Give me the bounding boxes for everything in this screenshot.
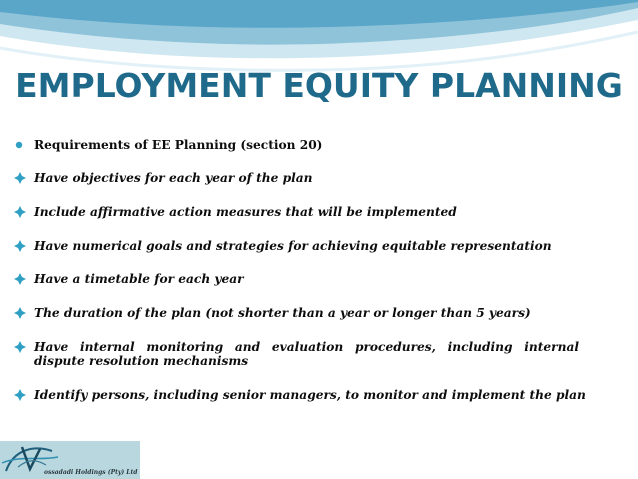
- bullet-text: Have objectives for each year of the plan: [34, 171, 313, 185]
- logo-company-name: ossadadi Holdings (Pty) Ltd: [44, 469, 138, 476]
- diamond-bullet-icon: [14, 239, 34, 253]
- company-logo: [0, 441, 140, 479]
- circle-bullet-icon: [14, 138, 34, 152]
- bullet-item-objectives: [14, 171, 614, 185]
- diamond-bullet-icon: [14, 388, 34, 402]
- bullet-text: Have internal monitoring and evaluation procedures, including internal dispute resolution mechanisms: [34, 340, 579, 368]
- bullet-item-identify-persons: [14, 388, 614, 402]
- bullet-item-requirements: [14, 138, 614, 152]
- diamond-bullet-icon: [14, 272, 34, 286]
- diamond-bullet-icon: [14, 171, 34, 185]
- bullet-item-timetable: [14, 272, 614, 286]
- bullet-item-duration: [14, 306, 614, 320]
- bullet-item-affirmative-action: [14, 205, 614, 219]
- bullet-text: Identify persons, including senior managers, to monitor and implement the plan: [34, 388, 586, 402]
- bullet-text: The duration of the plan (not shorter than a year or longer than 5 years): [34, 306, 531, 320]
- bullet-item-numerical-goals: [14, 239, 614, 253]
- bullet-item-monitoring: [14, 340, 614, 368]
- bullet-text: Have numerical goals and strategies for achieving equitable representation: [34, 239, 552, 253]
- diamond-bullet-icon: [14, 340, 34, 354]
- bullet-text: Requirements of EE Planning (section 20): [34, 138, 323, 152]
- diamond-bullet-icon: [14, 205, 34, 219]
- bullet-text: Include affirmative action measures that will be implemented: [34, 205, 457, 219]
- slide-title: EMPLOYMENT EQUITY PLANNING: [15, 66, 623, 105]
- bullet-text: Have a timetable for each year: [34, 272, 244, 286]
- diamond-bullet-icon: [14, 306, 34, 320]
